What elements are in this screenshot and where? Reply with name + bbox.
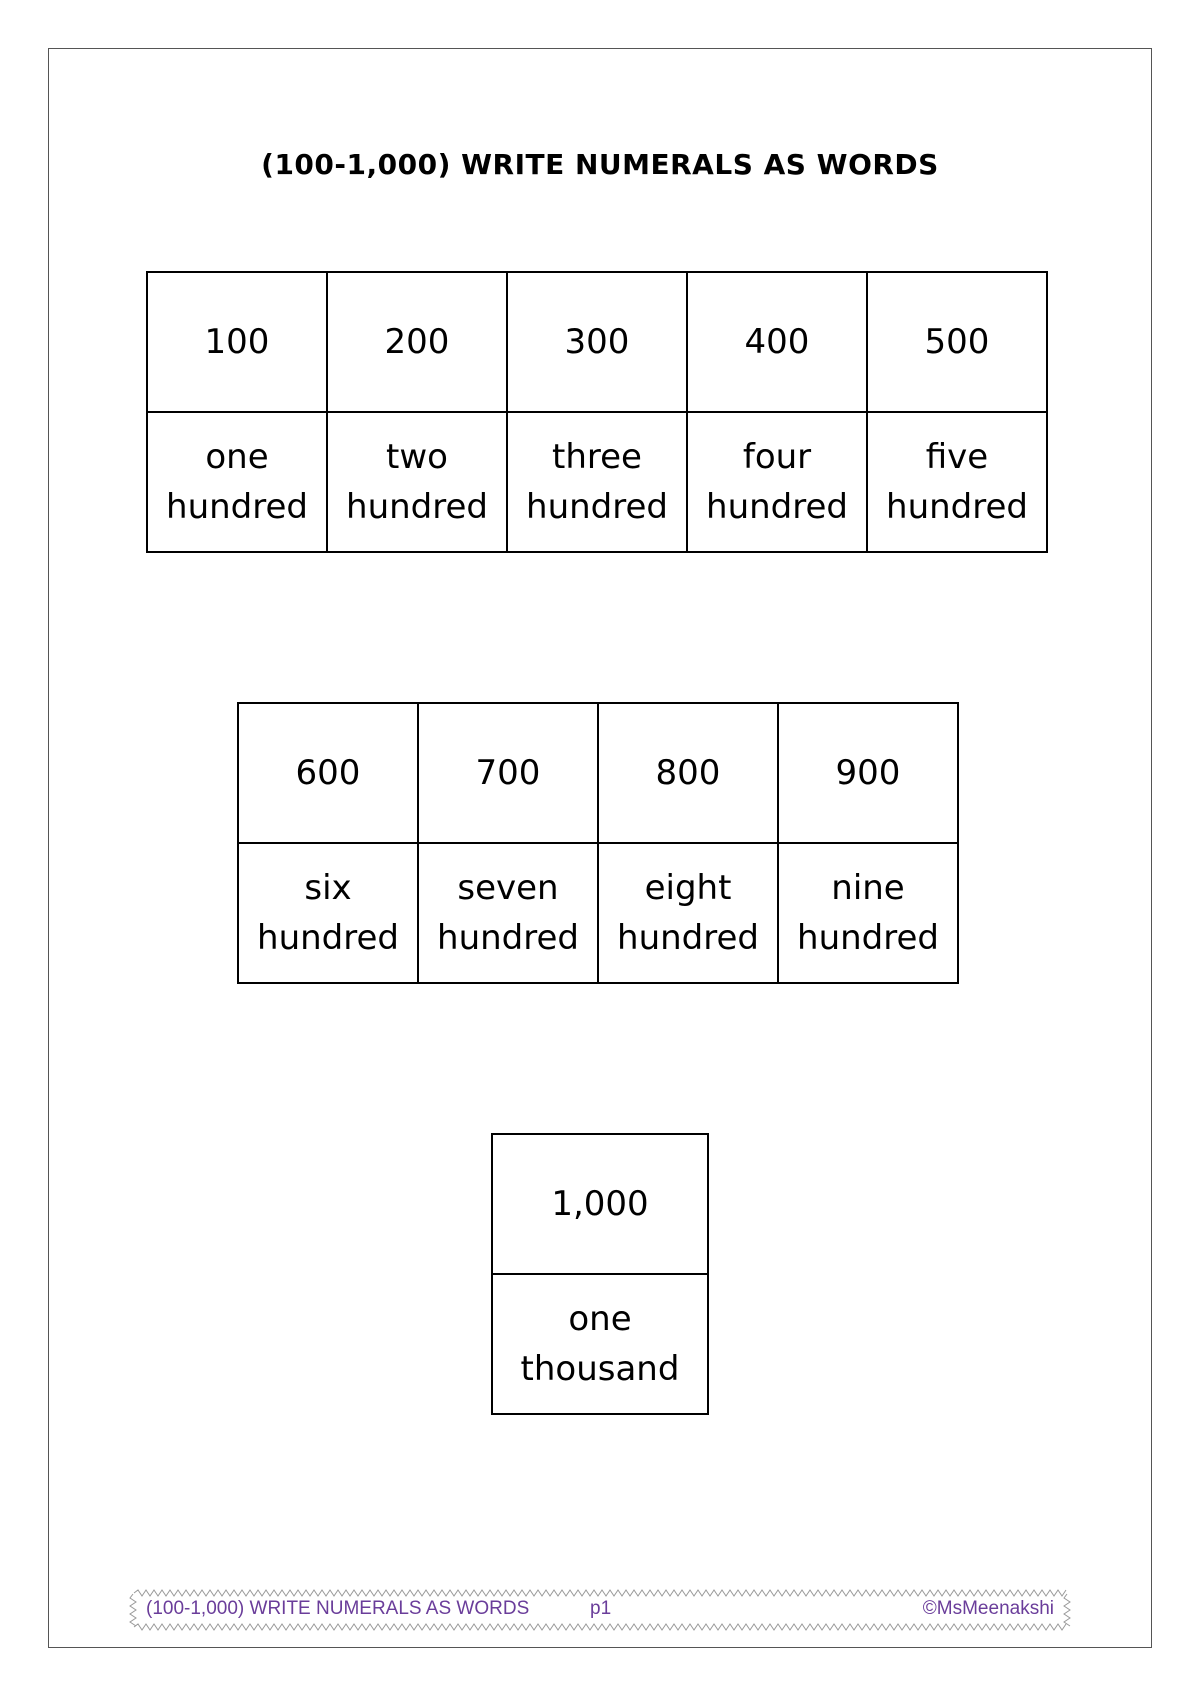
word-line: hundred <box>617 918 759 958</box>
word-line: nine <box>831 868 905 908</box>
footer-copyright: ©MsMeenakshi <box>922 1598 1054 1619</box>
numeral-cell: 500 <box>867 272 1047 412</box>
word-line: hundred <box>706 487 848 527</box>
word-cell <box>867 412 1047 552</box>
numeral-cell: 800 <box>598 703 778 843</box>
word-line: six <box>304 868 352 908</box>
word-line: eight <box>644 868 732 908</box>
word-line: hundred <box>257 918 399 958</box>
word-line: hundred <box>797 918 939 958</box>
numeral-cell: 700 <box>418 703 598 843</box>
word-line: two <box>386 437 448 477</box>
word-line: hundred <box>346 487 488 527</box>
numeral-cell: 400 <box>687 272 867 412</box>
numeral-cell: 100 <box>147 272 327 412</box>
worksheet-title: (100-1,000) WRITE NUMERALS AS WORDS <box>261 148 939 181</box>
word-row <box>238 843 958 983</box>
word-cell <box>238 843 418 983</box>
numeral-row <box>492 1134 708 1274</box>
word-line: hundred <box>526 487 668 527</box>
word-line: seven <box>457 868 559 908</box>
numeral-row <box>238 703 958 843</box>
word-cell <box>507 412 687 552</box>
numeral-cell: 1,000 <box>492 1134 708 1274</box>
word-line: four <box>742 437 812 477</box>
numeral-cell: 900 <box>778 703 958 843</box>
word-row <box>147 412 1047 552</box>
numerals-table-1000 <box>491 1133 709 1415</box>
numeral-row <box>147 272 1047 412</box>
numerals-table-600-900 <box>237 702 959 984</box>
numeral-cell: 600 <box>238 703 418 843</box>
word-line: three <box>552 437 642 477</box>
word-line: one <box>205 437 269 477</box>
word-line: hundred <box>437 918 579 958</box>
word-cell <box>327 412 507 552</box>
word-cell <box>598 843 778 983</box>
numerals-table-100-500 <box>146 271 1048 553</box>
word-cell <box>147 412 327 552</box>
word-row <box>492 1274 708 1414</box>
word-cell <box>418 843 598 983</box>
word-line: hundred <box>886 487 1028 527</box>
page-footer <box>128 1588 1072 1632</box>
word-cell <box>687 412 867 552</box>
word-cell <box>492 1274 708 1414</box>
word-cell <box>778 843 958 983</box>
numeral-cell: 300 <box>507 272 687 412</box>
word-line: hundred <box>166 487 308 527</box>
word-line: thousand <box>520 1349 680 1389</box>
footer-page-number: p1 <box>590 1598 612 1619</box>
footer-title: (100-1,000) WRITE NUMERALS AS WORDS <box>146 1598 530 1619</box>
word-line: one <box>568 1299 632 1339</box>
numeral-cell: 200 <box>327 272 507 412</box>
word-line: five <box>925 437 989 477</box>
